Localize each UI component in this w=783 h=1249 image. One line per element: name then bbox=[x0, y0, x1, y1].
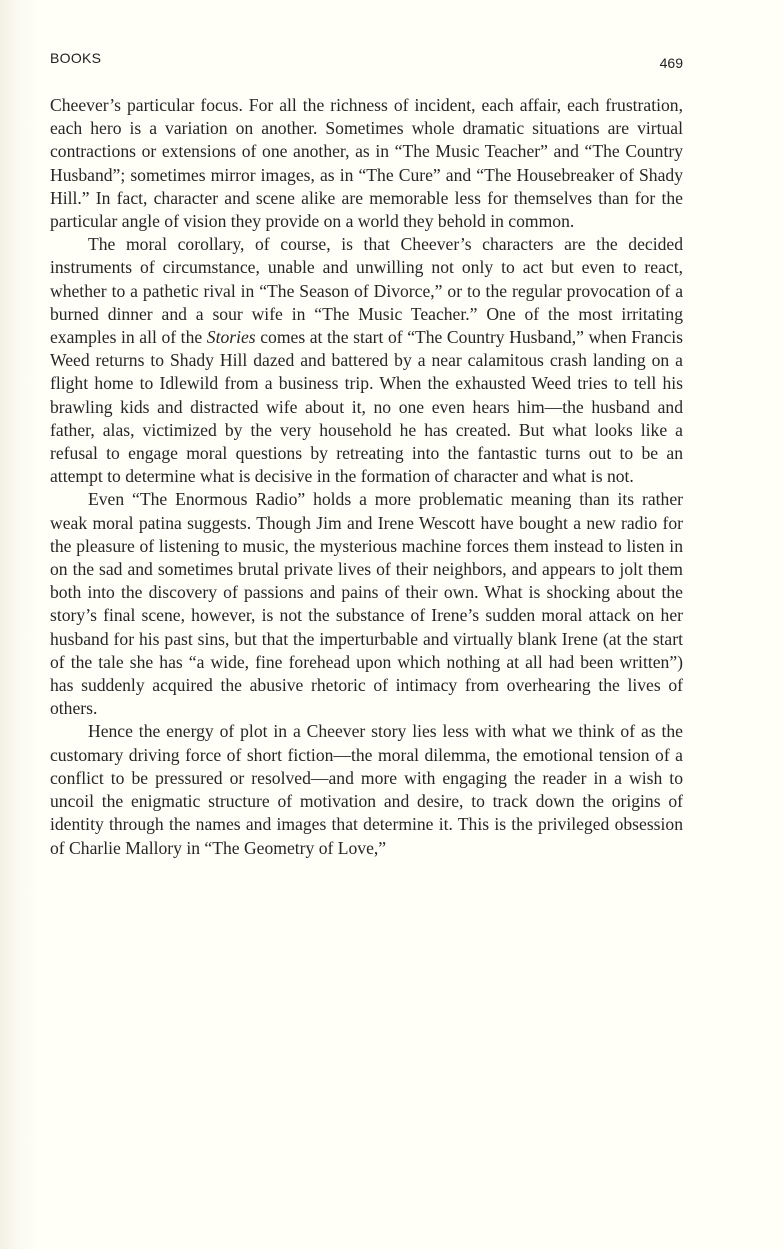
paragraph-3 bbox=[50, 488, 683, 720]
paragraph-1 bbox=[50, 94, 683, 233]
paragraph-4 bbox=[50, 720, 683, 859]
paragraph-text: Even “The Enormous Radio” holds a more problematic meaning than its rather weak moral patina suggests. Though Jim and Irene Wescott have bought a new radio for the pleasure of listening to music, the mysterious machine forces them instead to listen in on the sad and sometimes brutal private lives of their neighbors, and appears to jolt them both into the discovery of passions and pains of their own. What is shocking about the story’s final scene, however, is not the substance of Irene’s sudden moral attack on her husband for his past sins, but that the imperturbable and virtually blank Irene (at the start of the tale she has “a wide, fine forehead upon which nothing at all had been written”) has suddenly acquired the abusive rhetoric of intimacy from overhearing the lives of others. bbox=[50, 489, 683, 719]
page-header bbox=[50, 50, 683, 72]
body-text bbox=[50, 94, 683, 860]
paragraph-text: Hence the energy of plot in a Cheever story lies less with what we think of as the customary driving force of short fiction—the moral dilemma, the emotional tension of a conflict to be pressured or resolved—and more with engaging the reader in a wish to uncoil the enigmatic structure of motivation and desire, to track down the origins of identity through the names and images that determine it. This is the privileged obsession of Charlie Mallory in “The Geometry of Love,” bbox=[50, 721, 683, 858]
paragraph-text: comes at the start of “The Country Husband,” when Francis Weed returns to Shady Hill dazed and battered by a near calamitous crash landing on a flight home to Idlewild from a business trip. When the exhausted Weed tries to tell his brawling kids and distracted wife about it, no one even hears him—the husband and father, alas, victimized by the very household he has created. But what looks like a refusal to engage moral questions by retreating into the fantastic turns out to be an attempt to determine what is decisive in the formation of character and what is not. bbox=[50, 327, 684, 487]
running-head: BOOKS bbox=[50, 50, 102, 66]
italic-title: Stories bbox=[206, 327, 256, 348]
paragraph-text: The moral corollary, of course, is that Cheever’s characters are the decided instruments of circumstance, unable and unwilling not only to act but even to react, whether to a pathetic rival in “The Season of Divorce,” or to the regular provocation of a burned dinner and a sour wife in “The Music Teacher.” One of the most irritating examples in all of the bbox=[50, 234, 683, 348]
paragraph-text: Cheever’s particular focus. For all the richness of incident, each affair, each frustration, each hero is a variation on another. Sometimes whole dramatic situations are virtual contractions or extensions of one another, as in “The Music Teacher” and “The Country Husband”; sometimes mirror images, as in “The Cure” and “The Housebreaker of Shady Hill.” In fact, character and scene alike are memorable less for themselves than for the particular angle of vision they provide on a world they behold in common. bbox=[50, 95, 683, 232]
page-number: 469 bbox=[659, 55, 683, 71]
paragraph-2 bbox=[50, 233, 683, 488]
